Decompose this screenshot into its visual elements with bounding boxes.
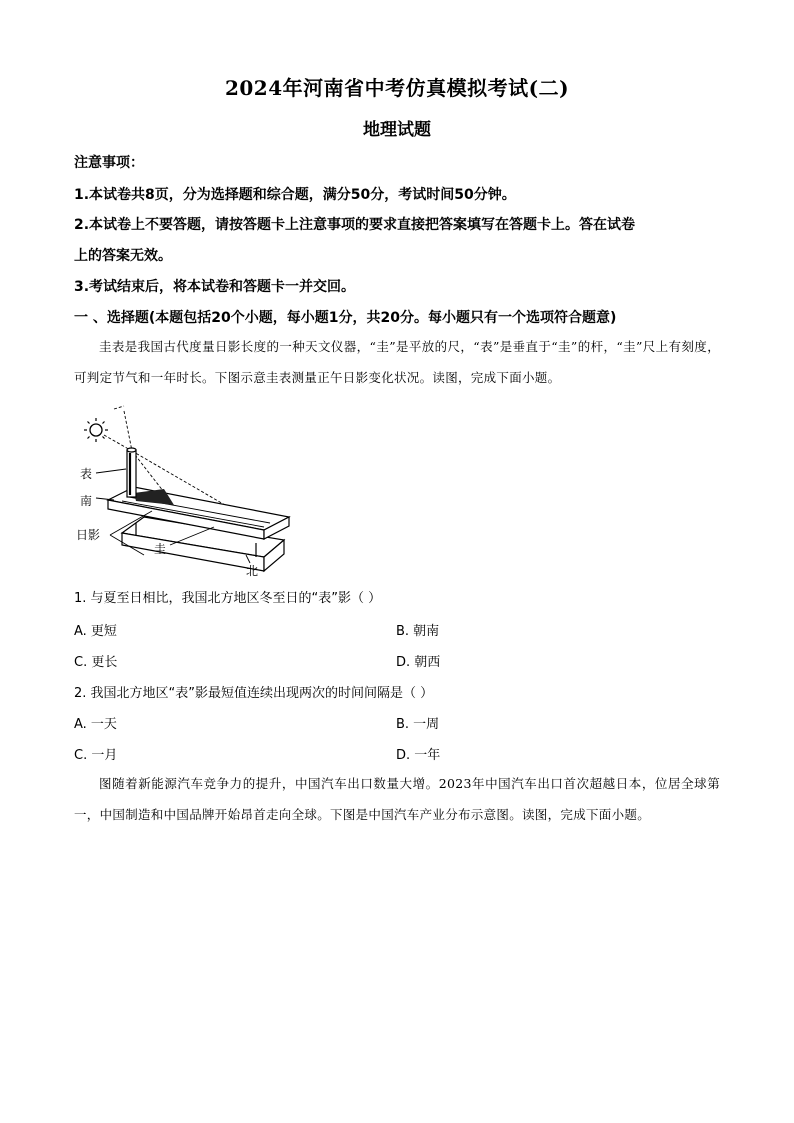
q1-option-b: B. 朝南 — [396, 624, 440, 639]
sun-icon — [84, 418, 108, 442]
note-item-2-cont: 上的答案无效。 — [74, 248, 172, 264]
q2-option-b: B. 一周 — [396, 717, 440, 732]
note-item-3: 3.考试结束后，将本试卷和答题卡一并交回。 — [74, 279, 356, 295]
label-biao: 表 — [80, 467, 93, 481]
question-2-stem: 2. 我国北方地区“表”影最短值连续出现两次的时间间隔是（ ） — [74, 686, 434, 701]
exam-subject: 地理试题 — [363, 120, 431, 140]
label-riying: 日影 — [76, 528, 101, 542]
q1-option-c: C. 更长 — [74, 655, 118, 670]
label-nan: 南 — [80, 494, 93, 508]
notes-heading: 注意事项： — [74, 155, 144, 171]
q2-option-c: C. 一月 — [74, 748, 118, 763]
label-gui: 圭 — [154, 542, 167, 556]
passage-auto-export: 图随着新能源汽车竞争力的提升，中国汽车出口数量大增。2023年中国汽车出口首次超越日本，位居全球第一，中国制造和中国品牌开始昂首走向全球。下图是中国汽车产业分布示意图。读图，完成下面小题。 — [74, 776, 720, 822]
section-heading: 一 、选择题(本题包括20个小题，每小题1分，共20分。每小题只有一个选项符合题意) — [74, 310, 617, 326]
question-1-stem: 1. 与夏至日相比，我国北方地区冬至日的“表”影（ ） — [74, 591, 382, 606]
biao-pole — [127, 448, 136, 497]
note-item-1: 1.本试卷共8页，分为选择题和综合题，满分50分，考试时间50分钟。 — [74, 187, 516, 203]
q1-option-a: A. 更短 — [74, 624, 117, 639]
q1-option-d: D. 朝西 — [396, 655, 441, 670]
passage-guibiao: 圭表是我国古代度量日影长度的一种天文仪器，“圭”是平放的尺，“表”是垂直于“圭”的杆，“圭”尺上有刻度，可判定节气和一年时长。下图示意圭表测量正午日影变化状况。读图，完成下面小题。 — [74, 339, 720, 385]
note-item-2: 2.本试卷上不要答题，请按答题卡上注意事项的要求直接把答案填写在答题卡上。答在试卷 — [74, 217, 636, 233]
exam-title: 2024年河南省中考仿真模拟考试(二) — [224, 76, 570, 100]
guibiao-figure — [74, 405, 304, 577]
q2-option-d: D. 一年 — [396, 748, 441, 763]
label-bei: 北 — [246, 564, 259, 577]
q2-option-a: A. 一天 — [74, 717, 117, 732]
